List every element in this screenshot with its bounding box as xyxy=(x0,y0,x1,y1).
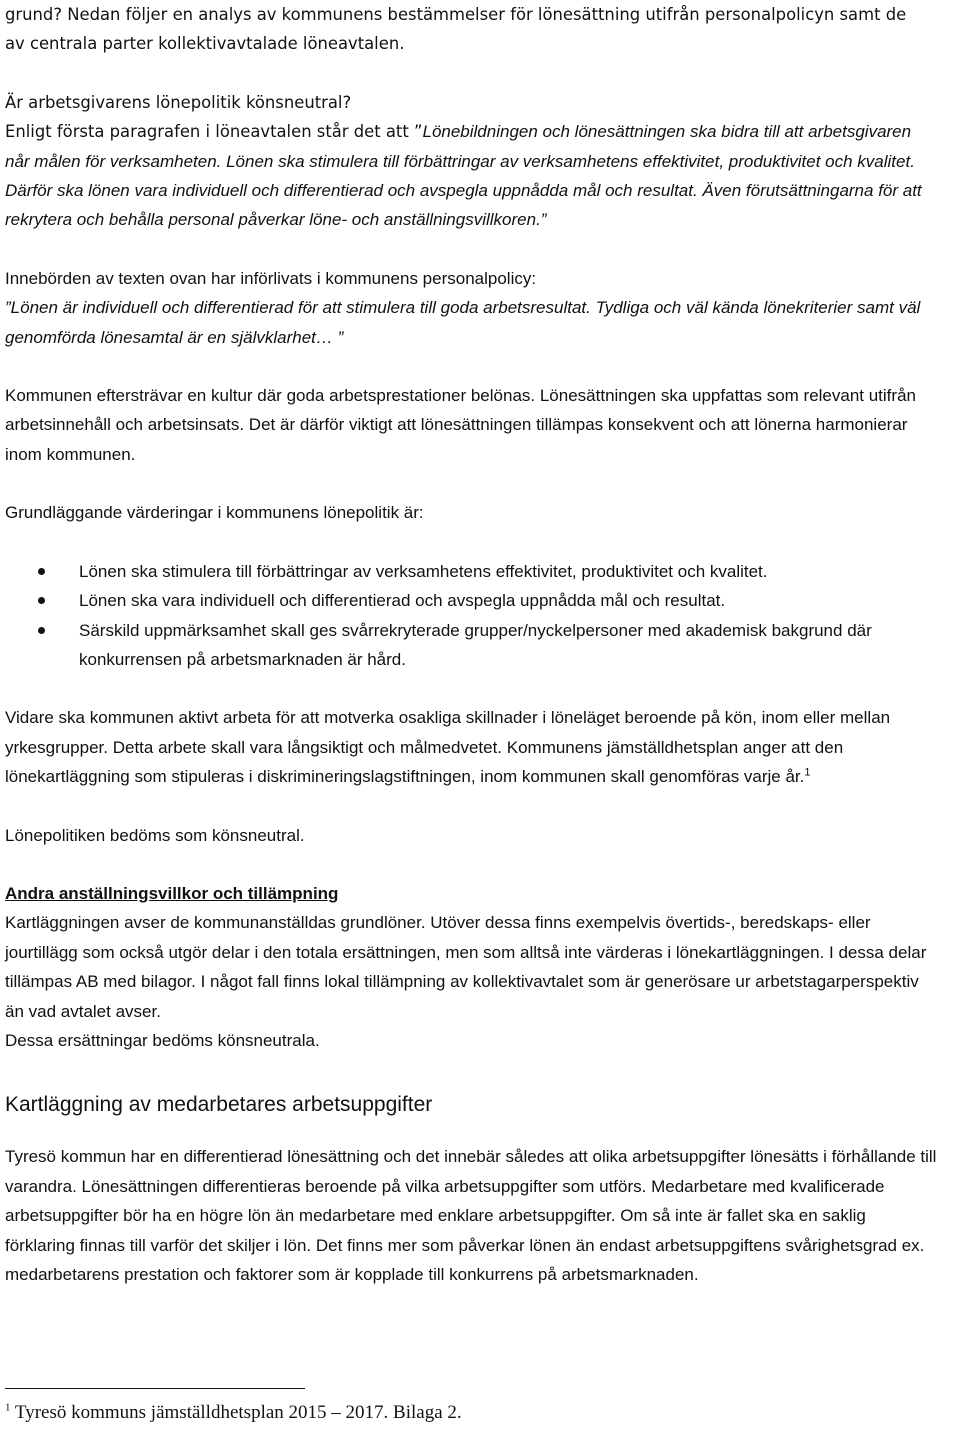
agreement-quote: Lönebildningen och lönesättningen ska bidra till att arbetsgivaren når målen för verksamheten. Lönen ska stimulera till förbättringar av verksamhetens effektivitet, produktivitet och kvalitet. Därför ska lönen vara individuell och differentierad och avspegla uppnådda mål och resultat. Även förutsättningarna för att rekrytera och behålla personal påverkar löne- och anställningsvillkoren.” xyxy=(5,122,922,230)
footnote-divider xyxy=(5,1388,305,1389)
spacer xyxy=(5,792,940,821)
footnote-text: Tyresö kommuns jämställdhetsplan 2015 – 2017. Bilaga 2. xyxy=(14,1402,462,1423)
spacer xyxy=(5,1120,940,1142)
list-item-text: Lönen ska stimulera till förbättringar av verksamhetens effektivitet, produktivitet och kvalitet. xyxy=(79,561,768,581)
list-item-text: Särskild uppmärksamhet skall ges svårrekryterade grupper/nyckelpersoner med akademisk bakgrund där konkurrensen på arbetsmarknaden är hård. xyxy=(79,620,872,669)
list-item-text: Lönen ska vara individuell och differentierad och avspegla uppnådda mål och resultat. xyxy=(79,591,726,611)
bullet-icon xyxy=(38,568,45,575)
document-page xyxy=(5,0,940,1289)
kartlaggning-paragraph: Tyresö kommun har en differentierad lönesättning och det innebär således att olika arbetsuppgifter lönesätts i förhållande till varandra. Lönesättningen differentieras beroende på vilka arbetsuppgifter som utförs. Medarbetare med kvalificerade arbetsuppgifter bör ha en högre lön än medarbetare med enklare arbetsuppgifter. Om så inte är fallet ska en saklig förklaring finnas till varför det skiljer i lön. Det finns mer som påverkar lönen än endast arbetsuppgiftens svårighetsgrad ex. medarbetarens prestation och faktorer som är kopplade till konkurrens på arbetsmarknaden. xyxy=(5,1147,937,1284)
spacer xyxy=(5,59,940,88)
conclusion-lonepolitik: Lönepolitiken bedöms som könsneutral. xyxy=(5,825,305,845)
spacer xyxy=(5,850,940,879)
footnote xyxy=(5,1400,462,1426)
section-heading-lonepolitik: Är arbetsgivarens lönepolitik könsneutral? xyxy=(5,92,352,112)
spacer xyxy=(5,674,940,703)
spacer xyxy=(5,352,940,381)
culture-paragraph: Kommunen eftersträvar en kultur där goda arbetsprestationer belönas. Lönesättningen ska uppfattas som relevant utifrån arbetsinnehåll och arbetsinsats. Det är därför viktigt att lönesättningen tillämpas konsekvent och att lönerna harmonierar inom kommunen. xyxy=(5,386,916,464)
section-heading-villkor: Andra anställningsvillkor och tillämpning xyxy=(5,883,339,903)
spacer xyxy=(5,235,940,264)
spacer xyxy=(5,1055,940,1090)
villkor-conclusion: Dessa ersättningar bedöms könsneutrala. xyxy=(5,1030,320,1050)
footnote-reference: 1 xyxy=(804,766,811,779)
list-item xyxy=(5,586,940,615)
footnote-number: 1 xyxy=(5,1401,11,1414)
agreement-lead: Enligt första paragrafen i löneavtalen står det att ” xyxy=(5,122,423,142)
values-lead: Grundläggande värderingar i kommunens lönepolitik är: xyxy=(5,503,424,523)
agreement-paragraph xyxy=(5,117,940,235)
list-item xyxy=(5,557,940,586)
intro-line-1: grund? Nedan följer en analys av kommunens bestämmelser för lönesättning utifrån personalpolicyn samt de xyxy=(5,5,907,24)
equality-paragraph xyxy=(5,703,940,791)
policy-quote: ”Lönen är individuell och differentierad för att stimulera till goda arbetsresultat. Tydliga och väl kända lönekriterier samt väl genomförda lönesamtal är en självklarhet… ” xyxy=(5,298,921,347)
bullet-icon xyxy=(38,597,45,604)
section-heading-kartlaggning: Kartläggning av medarbetares arbetsuppgifter xyxy=(5,1093,433,1117)
spacer xyxy=(5,528,940,557)
spacer xyxy=(5,469,940,498)
equality-text: Vidare ska kommunen aktivt arbeta för att motverka osakliga skillnader i löneläget beroende på kön, inom eller mellan yrkesgrupper. Detta arbete skall vara långsiktigt och målmedvetet. Kommunens jämställdhetsplan anger att den lönekartläggning som stipuleras i diskrimineringslagstiftningen, inom kommunen skall genomföras varje år. xyxy=(5,708,891,787)
bullet-icon xyxy=(38,627,45,634)
list-item xyxy=(5,616,940,675)
values-list xyxy=(5,557,940,675)
policy-lead: Innebörden av texten ovan har införlivats i kommunens personalpolicy: xyxy=(5,268,537,288)
intro-line-2: av centrala parter kollektivavtalade löneavtalen. xyxy=(5,34,405,54)
villkor-paragraph: Kartläggningen avser de kommunanställdas grundlöner. Utöver dessa finns exempelvis övertids-, beredskaps- eller jourtillägg som också utgör delar i den totala ersättningen, men som alltså inte värderas i lönekartläggningen. I dessa delar tillämpas AB med bilagor. I något fall finns lokal tillämpning av kollektivavtalet som är generösare ur arbetstagarperspektiv än vad avtalet avser. xyxy=(5,913,927,1021)
